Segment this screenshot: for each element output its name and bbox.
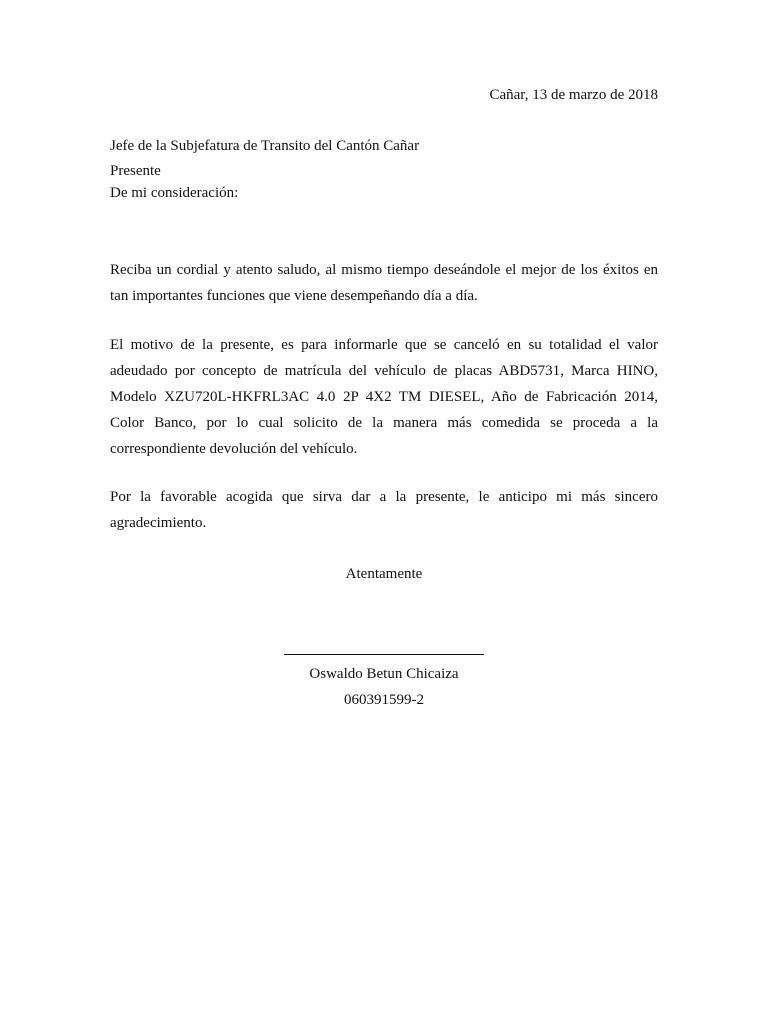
salutation: De mi consideración: [110, 185, 239, 201]
paragraph-line: adeudado por concepto de matrícula del vehículo de placas ABD5731, Marca HINO, [110, 363, 658, 379]
paragraph-line: correspondiente devolución del vehículo. [110, 441, 358, 457]
paragraph-line: agradecimiento. [110, 515, 207, 531]
signer-id-number: 060391599-2 [344, 692, 424, 708]
recipient-presente: Presente [110, 163, 161, 179]
signature-line [284, 654, 484, 655]
paragraph-line: Modelo XZU720L-HKFRL3AC 4.0 2P 4X2 TM DIESEL, Año de Fabricación 2014, [110, 389, 658, 405]
paragraph-line: Por la favorable acogida que sirva dar a la presente, le anticipo mi más sincero [110, 489, 658, 505]
paragraph-greeting [110, 257, 658, 309]
paragraph-line: Color Banco, por lo cual solicito de la manera más comedida se proceda a la [110, 415, 658, 431]
signer-name: Oswaldo Betun Chicaiza [309, 666, 459, 682]
paragraph-line: El motivo de la presente, es para informarle que se canceló en su totalidad el valor [110, 337, 658, 353]
letter-date: Cañar, 13 de marzo de 2018 [489, 87, 658, 103]
paragraph-thanks [110, 484, 658, 536]
recipient-title: Jefe de la Subjefatura de Transito del Cantón Cañar [110, 138, 420, 154]
closing-phrase: Atentamente [345, 566, 423, 582]
paragraph-line: tan importantes funciones que viene desempeñando día a día. [110, 288, 478, 304]
paragraph-motive [110, 332, 658, 462]
recipient-block [110, 134, 658, 184]
signature-block [0, 640, 768, 711]
paragraph-line: Reciba un cordial y atento saludo, al mismo tiempo deseándole el mejor de los éxitos en [110, 262, 658, 278]
